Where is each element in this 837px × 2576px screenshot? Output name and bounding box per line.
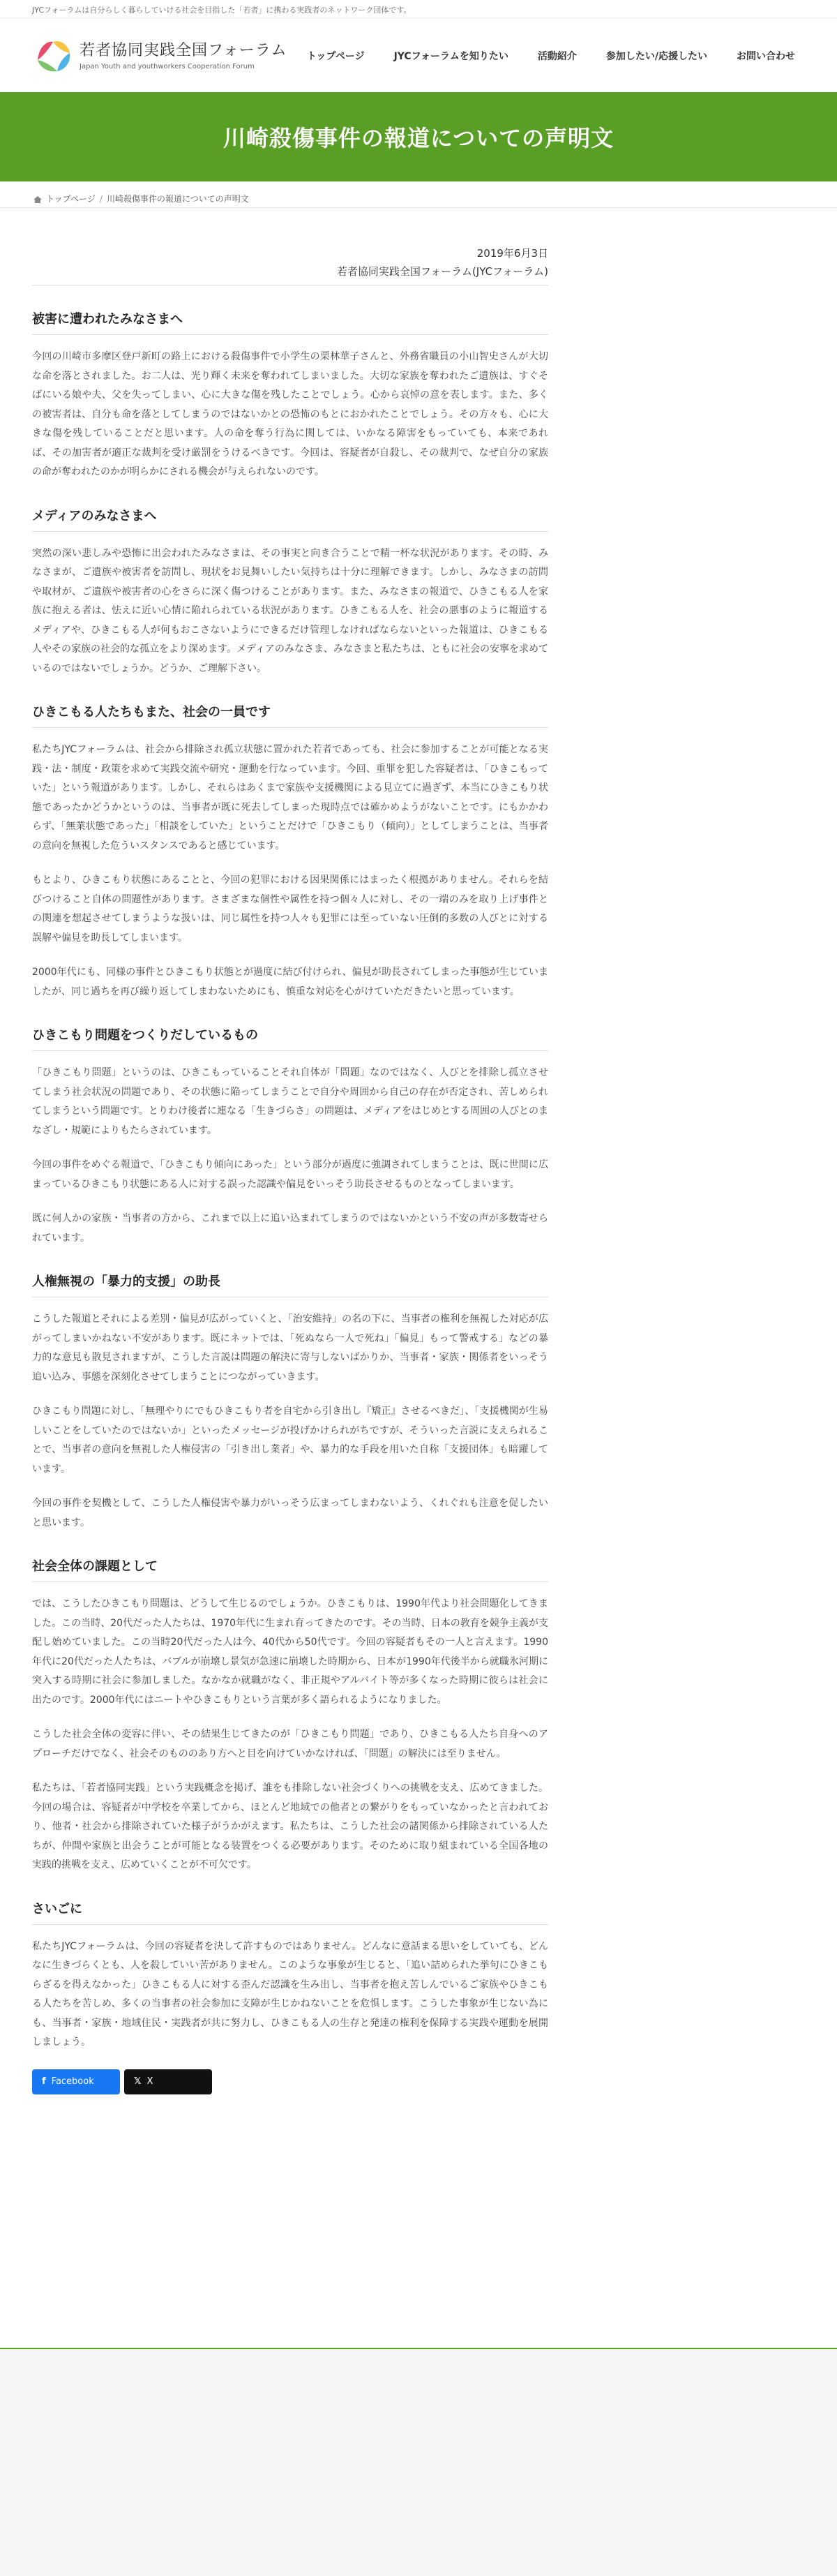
nav-about[interactable]: JYCフォーラムを知りたい <box>393 51 508 62</box>
x-share-button[interactable] <box>124 2069 212 2094</box>
section-heading: 社会全体の課題として <box>32 1556 548 1582</box>
section-paragraph: 突然の深い悲しみや恐怖に出会われたみなさまは、その事実と向き合うことで精一杯な状況があります。その時、みなさまが、ご遺族や被害者を訪問し、現状をお見舞いしたい気持ちは十分に理解できます。しかし、みなさまの訪問や取材が、ご遺族や被害者の心をさらに深く傷つけることがあります。また、みなさまの報道で、ひきこもる人を家族に抱える者は、怯えに近い心情に陥れられている状況があります。ひきこもる人を、社会の悪事のように報道するメディアや、ひきこもる人が何もおこさないようにできるだけ管理しなければならないといった報道は、ひきこもる人やその家族の社会的な孤立をより深めます。メディアのみなさま、みなさまと私たちは、ともに社会の安寧を求めているのではないでしょうか。どうか、ご理解下さい。 <box>32 547 548 674</box>
logo-title: 若者協同実践全国フォーラム <box>80 42 287 59</box>
section-paragraph: 「ひきこもり問題」というのは、ひきこもっていることそれ自体が「問題」なのではなく、人びとを排除し孤立させてしまう社会状況の問題であり、その状態に陥ってしまうことで自分や周囲から自己の存在が否定され、苦しめられてしまうという問題です。とりわけ後者に連なる「生きづらさ」の問題は、メディアをはじめとする周囲の人びとのまなざし・規範によりもたらされています。 <box>32 1067 548 1136</box>
section-heading: 被害に遭われたみなさまへ <box>32 309 548 335</box>
section-paragraph: もとより、ひきこもり状態にあることと、今回の犯罪における因果関係にはまったく根拠がありません。それらを結びつけること自体の問題性があります。さまざまな個性や属性を持つ個々人に対し、その一端のみを取り上げ事件との関連を想起させてしまうような扱いは、同じ属性を持つ人々も犯罪には至っていない圧倒的多数の人びとに対する誤解や偏見を助長してしまいます。 <box>32 874 548 944</box>
breadcrumb <box>0 181 837 208</box>
logo-mark-icon <box>32 33 74 75</box>
global-nav <box>278 49 795 63</box>
site-logo[interactable] <box>32 33 287 75</box>
article <box>32 244 548 2094</box>
section-paragraph: 今回の川崎市多摩区登戸新町の路上における殺傷事件で小学生の栗林華子さんと、外務省職員の小山智史さんが大切な命を落とされました。お二人は、光り輝く未来を奪われてしまいました。大切な家族を奪われたご遺族は、すぐそばにいる娘や夫、父を失ってしまい、心に大きな傷を残したことでしょう。心から哀悼の意を表します。また、多くの被害者は、自分も命を落としてしまうのではないかとの恐怖のもとにおかれたことでしょう。その方々も、心に大きな傷を残していることだと思います。人の命を奪う行為に関しては、いかなる障害をもっていても、本来であれば、その加害者が適正な裁判を受け厳罰をうけるべきです。今回は、容疑者が自殺し、その裁判で、なぜ自分の家族の命が奪われたのかが明らかにされる機会が与えられないのです。 <box>32 351 548 477</box>
site-header <box>0 18 837 92</box>
section-paragraph: こうした社会全体の変容に伴い、その結果生じてきたのが「ひきこもり問題」であり、ひきこもる人たち自身へのアプローチだけでなく、社会そのもののあり方へと目を向けていかなければ、「問題」の解決には至りません。 <box>32 1729 548 1759</box>
section-heading: 人権無視の「暴力的支援」の助長 <box>32 1272 548 1297</box>
nav-activities[interactable]: 活動紹介 <box>537 51 577 62</box>
section-heading: さいごに <box>32 1899 548 1925</box>
section-paragraph: では、こうしたひきこもり問題は、どうして生じるのでしょうか。ひきこもりは、1990年代より社会問題化してきました。この当時、20代だった人たちは、1970年代に生まれ育ってきたのです。その当時、日本の教育を競争主義が支配し始めていました。この当時20代だった人は今、40代から50代です。今回の容疑者もその一人と言えます。1990年代に20代だった人たちは、バブルが崩壊し景気が急速に崩壊した時期から、日本が1990年代後半から就職氷河期に突入する時期に社会に参加しました。なかなか就職がなく、非正規やアルバイト等が多くなった時期に彼らは社会に出たのです。2000年代にはニートやひきこもりという言葉が多く語られるようになりました。 <box>32 1598 548 1706</box>
section-paragraph: 私たちは、「若者協同実践」という実践概念を掲げ、誰をも排除しない社会づくりへの挑戦を支え、広めてきました。今回の場合は、容疑者が中学校を卒業してから、ほとんど地域での他者との繋がりをもっていなかったと言われており、他者・社会から排除されていた様子がうかがえます。私たちは、こうした社会の諸関係から排除されている人たちが、仲間や家族と出会うことが可能となる装置をつくる必要があります。そのために取り組まれている全国各地の実践的挑戦を支え、広めていくことが不可欠です。 <box>32 1782 548 1870</box>
nav-join[interactable]: 参加したい/応援したい <box>605 51 707 62</box>
logo-subtitle: Japan Youth and youthworkers Cooperation Forum <box>80 63 255 70</box>
section-paragraph: 既に何人かの家族・当事者の方から、これまで以上に追い込まれてしまうのではないかという不安の声が多数寄せられています。 <box>32 1213 548 1244</box>
article-date: 2019年6月3日 <box>476 247 548 260</box>
section-paragraph: 今回の事件をめぐる報道で、「ひきこもり傾向にあった」という部分が過度に強調されてしまうことは、既に世間に広まっているひきこもり状態にある人に対する誤った認識や偏見をいっそう助長させるものとなってしまいます。 <box>32 1159 548 1190</box>
x-icon: 𝕏 <box>134 2076 142 2087</box>
page-title: 川崎殺傷事件の報道についての声明文 <box>223 125 614 151</box>
section-heading: メディアのみなさまへ <box>32 506 548 532</box>
breadcrumb-home[interactable]: トップページ <box>46 194 96 204</box>
breadcrumb-separator: / <box>99 193 103 204</box>
facebook-share-button[interactable] <box>32 2069 120 2094</box>
share-buttons <box>32 2069 548 2094</box>
page-hero <box>0 92 837 181</box>
x-share-label: X <box>146 2076 153 2087</box>
facebook-icon: f <box>42 2076 46 2087</box>
section-paragraph: 今回の事件を契機として、こうした人権侵害や暴力がいっそう広まってしまわないよう、くれぐれも注意を促したいと思います。 <box>32 1498 548 1528</box>
section-paragraph: 私たちJYCフォーラムは、社会から排除され孤立状態に置かれた若者であっても、社会に参加することが可能となる実践・法・制度・政策を求めて実践交流や研究・運動を行なっています。今回、重罪を犯した容疑者は、「ひきこもっていた」という報道があります。しかし、それらはあくまで家族や支援機関による見立てに過ぎず、本当にひきこもり状態であったかどうかというのは、当事者が既に死去してしまった現時点では確かめようがないことです。にもかかわらず、「無業状態であった」「相談をしていた」ということだけで「ひきこもり（傾向）」としてしまうことは、当事者の意向を無視した危ういスタンスであると感じています。 <box>32 744 548 851</box>
section-paragraph: 私たちJYCフォーラムは、今回の容疑者を決して許すものではありません。どんなに意話まる思いをしていても、どんなに生きづらくとも、人を殺していい苦がありません。このような事象が生じると、「追い詰められた挙句にひきこもらざるを得えなかった」ひきこもる人に対する歪んだ認識を生み出し、当事者を抱え苦しんでいるご家族やひきこもる人たちを苦しめ、多くの当事者の社会参加に支障が生じかねないことを危惧します。こうした事象が生じない為にも、当事者・家族・地域住民・実践者が共に努力し、ひきこもる人の生存と発達の権利を保障する実践や運動を展開しましょう。 <box>32 1940 548 2048</box>
breadcrumb-current: 川崎殺傷事件の報道についての声明文 <box>106 194 249 204</box>
section-paragraph: こうした報道とそれによる差別・偏見が広がっていくと、「治安維持」の名の下に、当事者の権利を無視した対応が広がってしまいかねない不安があります。既にネットでは、「死ぬなら一人で死ね」「偏見」もって警戒する」などの暴力的な意見も散見されますが、こうした言説は問題の解決に寄与しないばかりか、当事者・家族・関係者をいっそう追い込み、事態を深刻化させてしまうことにつながっていきます。 <box>32 1313 548 1383</box>
nav-contact[interactable]: お問い合わせ <box>737 51 795 62</box>
home-icon <box>33 195 42 202</box>
site-tagline: JYCフォーラムは自分らしく暮らしていける社会を目指した「若者」に携わる実践者のネットワーク団体です。 <box>0 0 837 18</box>
nav-top[interactable]: トップページ <box>306 51 365 62</box>
article-org: 若者協同実践全国フォーラム(JYCフォーラム) <box>32 262 548 285</box>
facebook-share-label: Facebook <box>51 2076 94 2087</box>
section-paragraph: ひきこもり問題に対し、「無理やりにでもひきこもり者を自宅から引き出し『矯正』させるべきだ」、「支援機関が生易しいことをしていたのではないか」といったメッセージが投げかけられがちですが、そういった言説に支えられることで、当事者の意向を無視した人権侵害の「引き出し業者」や、暴力的な手段を用いた自称「支援団体」も暗躍しています。 <box>32 1406 548 1475</box>
section-paragraph: 2000年代にも、同様の事件とひきこもり状態とが過度に結び付けられ、偏見が助長されてしまった事態が生じていましたが、同じ過ちを再び繰り返してしまわないためにも、慎重な対応を心がけていただきたいと思っています。 <box>32 967 548 997</box>
section-heading: ひきこもり問題をつくりだしているもの <box>32 1025 548 1051</box>
section-heading: ひきこもる人たちもまた、社会の一員です <box>32 702 548 728</box>
main-content <box>0 208 837 2349</box>
